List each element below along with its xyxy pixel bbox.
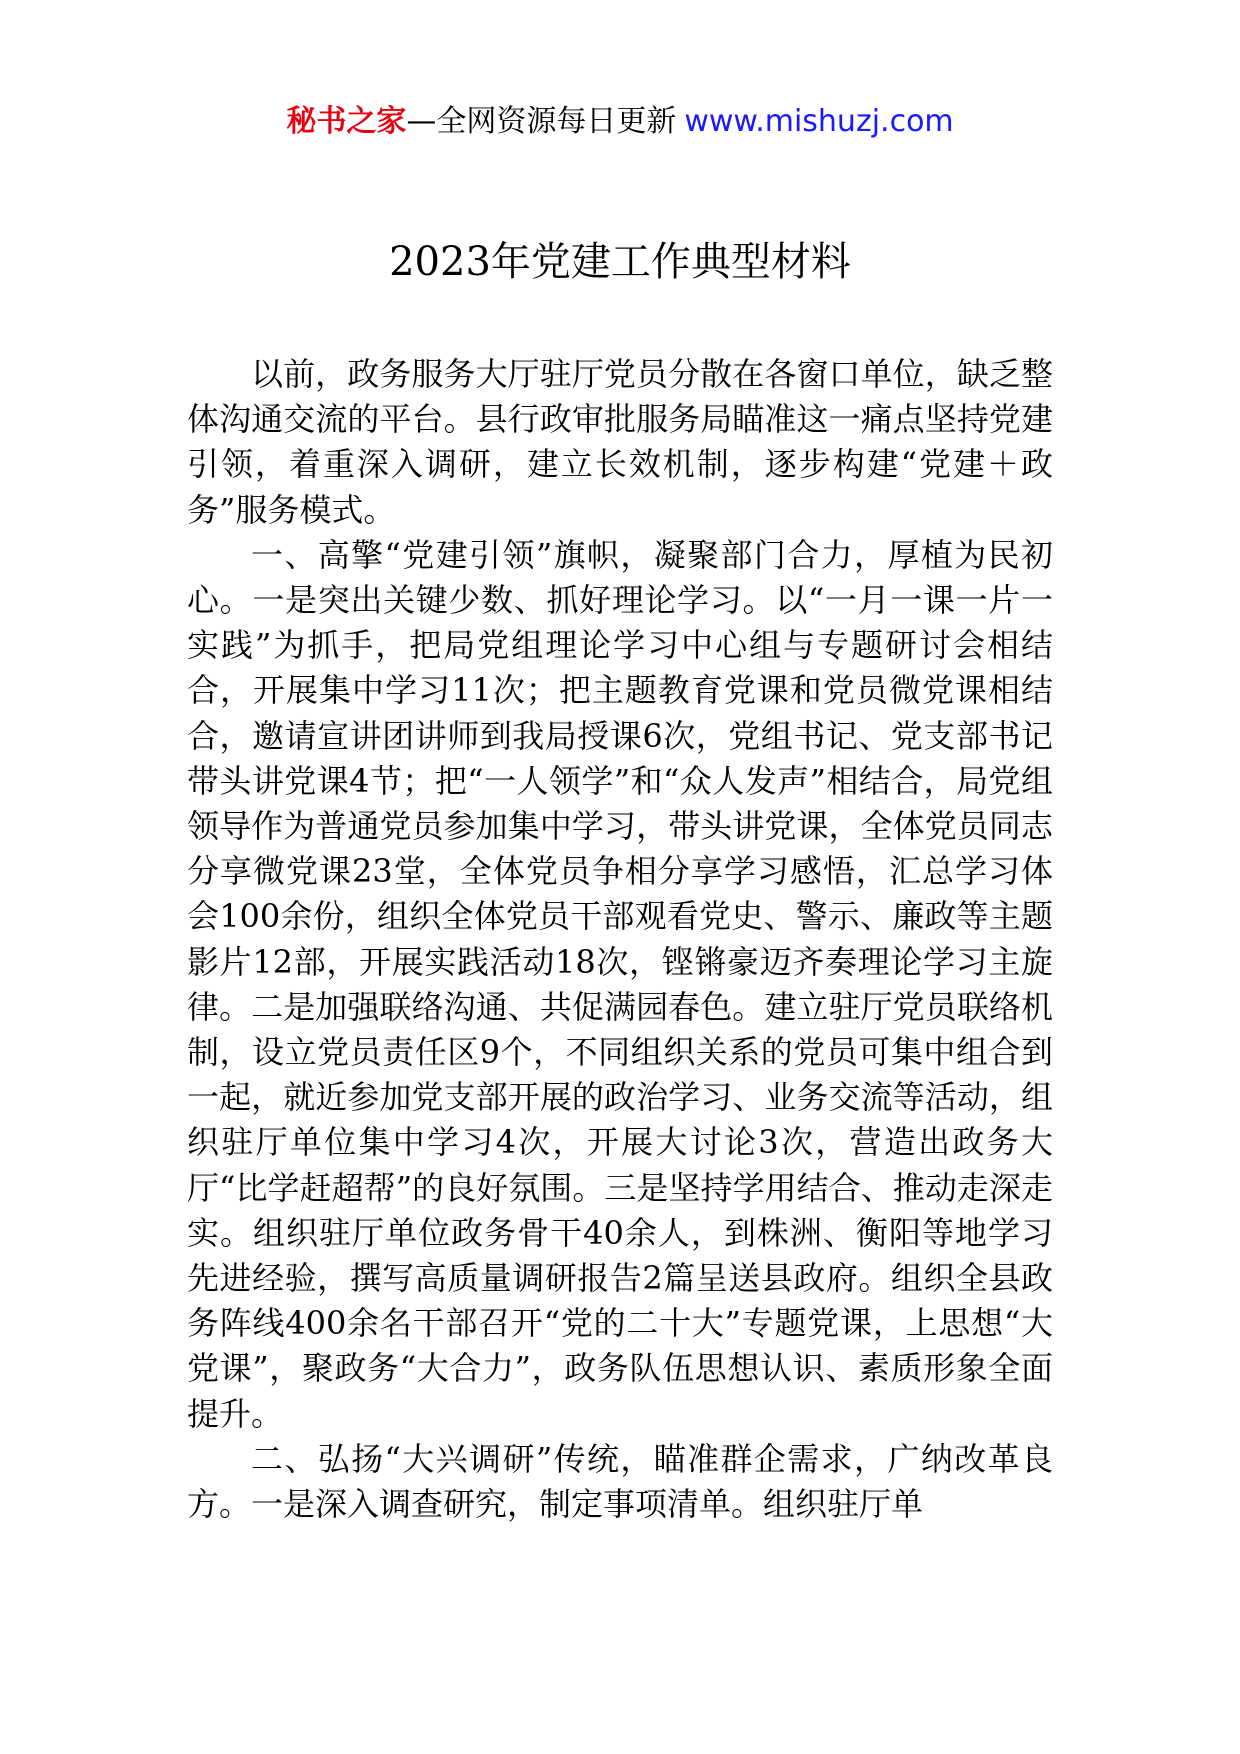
document-title: 2023年党建工作典型材料 [389,239,851,285]
paragraph-section-one: 一、高擎“党建引领”旗帜，凝聚部门合力，厚植为民初心。一是突出关键少数、抓好理论学习。以“一月一课一片一实践”为抓手，把局党组理论学习中心组与专题研讨会相结合，开展集中学习11次；把主题教育党课和党员微党课相结合，邀请宣讲团讲师到我局授课6次，党组书记、党支部书记带头讲党课4节；把“一人领学”和“众人发声”相结合，局党组领导作为普通党员参加集中学习，带头讲党课，全体党员同志分享微党课23堂，全体党员争相分享学习感悟，汇总学习体会100余份，组织全体党员干部观看党史、警示、廉政等主题影片12部，开展实践活动18次，铿锵豪迈齐奏理论学习主旋律。二是加强联络沟通、共促满园春色。建立驻厅党员联络机制，设立党员责任区9个，不同组织关系的党员可集中组合到一起，就近参加党支部开展的政治学习、业务交流等活动，组织驻厅单位集中学习4次，开展大讨论3次，营造出政务大厅“比学赶超帮”的良好氛围。三是坚持学用结合、推动走深走实。组织驻厅单位政务骨干40余人，到株洲、衡阳等地学习先进经验，撰写高质量调研报告2篇呈送县政府。组织全县政务阵线400余名干部召开“党的二十大”专题党课，上思想“大党课”，聚政务“大合力”，政务队伍思想认识、素质形象全面提升。 [187,535,1053,1433]
site-url-link[interactable]: www.mishuzj.com [684,104,954,139]
document-body [187,352,1053,1527]
paragraph-section-two: 二、弘扬“大兴调研”传统，瞄准群企需求，广纳改革良方。一是深入调查研究，制定事项清单。组织驻厅单 [187,1439,1053,1524]
site-header [0,100,1240,144]
site-tagline: —全网资源每日更新 [406,104,677,139]
paragraph-intro: 以前，政务服务大厅驻厅党员分散在各窗口单位，缺乏整体沟通交流的平台。县行政审批服务局瞄准这一痛点坚持党建引领，着重深入调研，建立长效机制，逐步构建“党建＋政务”服务模式。 [187,355,1053,529]
site-brand: 秘书之家 [286,104,407,139]
